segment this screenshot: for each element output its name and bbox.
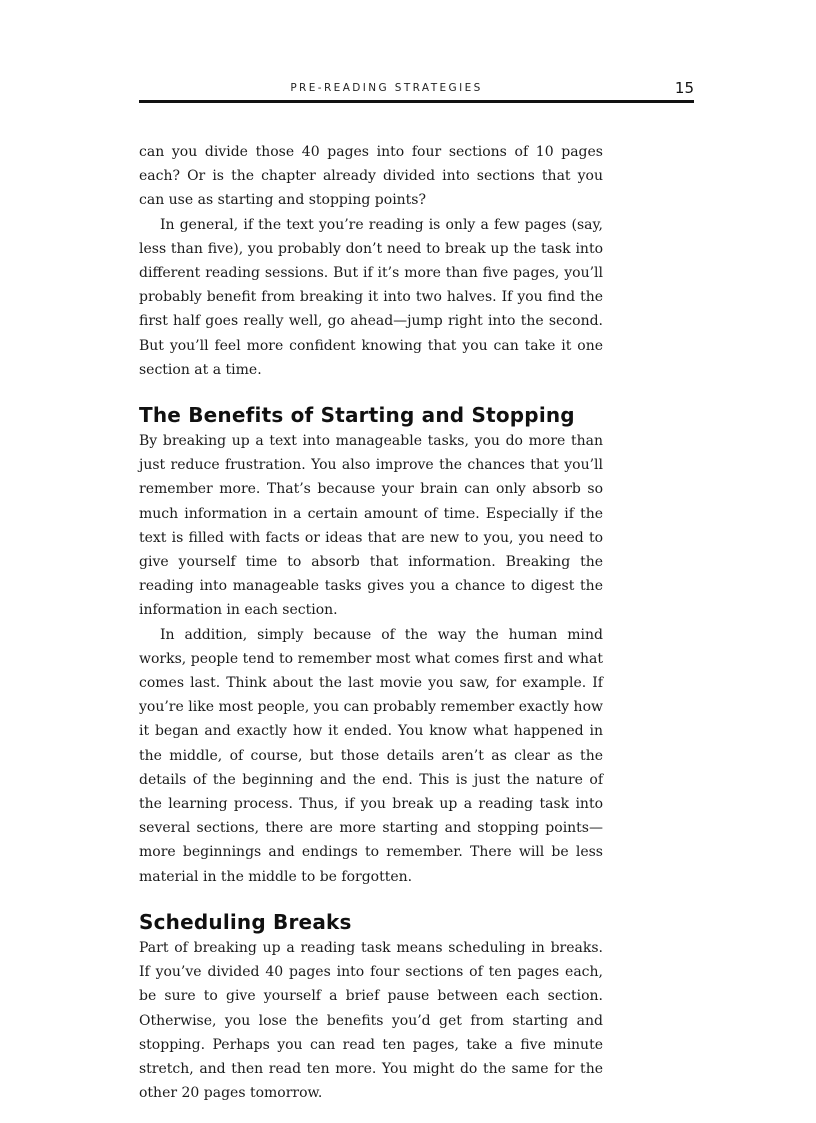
paragraph: In general, if the text you’re reading is only a few pages (say, less than five), you probably don’t need to break up the task into different reading sessions. But if it’s more than five pages, you’ll probably benefit from breaking it into two halves. If you find the first half goes really well, go ahead—jump right into the second. But you’ll feel more confident knowing that you can take it one section at a time. bbox=[139, 216, 603, 378]
paragraph: In addition, simply because of the way the human mind works, people tend to remember most what comes first and what comes last. Think about the last movie you saw, for example. If you’re like most people, you can probably remember exactly how it began and exactly how it ended. You know what happened in the middle, of course, but those details aren’t as clear as the details of the beginning and the end. This is just the nature of the learning process. Thus, if you break up a reading task into several sections, there are more starting and stopping points—more beginnings and endings to remember. There will be less material in the middle to be forgotten. bbox=[139, 626, 603, 885]
section-heading-breaks: Scheduling Breaks bbox=[139, 909, 352, 934]
paragraph-continued: can you divide those 40 pages into four sections of 10 pages each? Or is the chapter already divided into sections that you can use as starting and stopping points? bbox=[139, 144, 603, 209]
paragraph: By breaking up a text into manageable tasks, you do more than just reduce frustration. You also improve the chances that you’ll remember more. That’s because your brain can only absorb so much information in a certain amount of time. Especially if the text is filled with facts or ideas that are new to you, you need to give yourself time to absorb that information. Breaking the reading into manageable tasks gives you a chance to digest the information in each section. bbox=[139, 433, 603, 619]
page-content bbox=[139, 140, 603, 1105]
section-heading-benefits: The Benefits of Starting and Stopping bbox=[139, 403, 575, 428]
paragraph: Part of breaking up a reading task means scheduling in breaks. If you’ve divided 40 pages into four sections of ten pages each, be sure to give yourself a brief pause between each section. Otherwise, you lose the benefits you’d get from starting and stopping. Perhaps you can read ten pages, take a five minute stretch, and then read ten more. You might do the same for the other 20 pages tomorrow. bbox=[139, 939, 603, 1102]
header-rule bbox=[139, 100, 694, 103]
page-number: 15 bbox=[674, 79, 694, 97]
running-title: PRE-READING STRATEGIES bbox=[290, 82, 483, 94]
